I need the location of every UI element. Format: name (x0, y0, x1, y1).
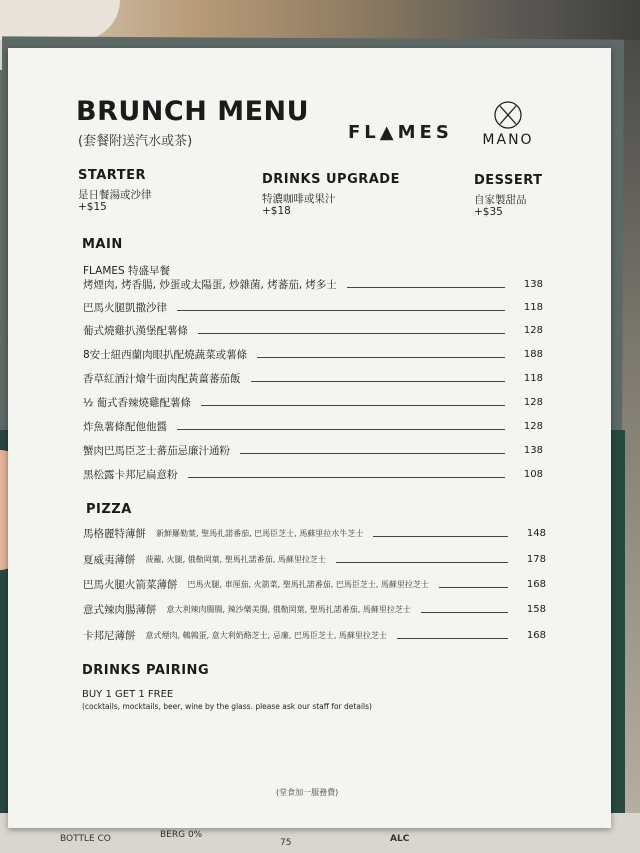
pizza-item (83, 525, 546, 541)
pizza-item-desc: 意式煙肉, 鵪鶉蛋, 意大利奶酪芝士, 忌廉, 巴馬臣芝士, 馬蘇里拉芝士 (145, 630, 387, 640)
leader-line (373, 536, 508, 537)
strip-text: 75 (280, 838, 292, 848)
main-item-name: 烤煙肉, 烤香腸, 炒蛋或太陽蛋, 炒雜菌, 烤蕃茄, 烤多士 (83, 278, 337, 291)
pizza-item (83, 601, 546, 617)
menu-subtitle: (套餐附送汽水或茶) (78, 134, 193, 149)
pizza-heading: PIZZA (86, 502, 132, 517)
leader-line (421, 612, 508, 613)
main-item-price: 128 (523, 420, 543, 432)
pizza-item-price: 168 (526, 578, 546, 590)
drinks-pairing-heading: DRINKS PAIRING (82, 663, 210, 678)
service-charge-note: (堂食加一服務費) (276, 788, 339, 797)
main-item-price: 108 (523, 468, 543, 480)
main-item-price: 138 (523, 444, 543, 456)
main-item-price: 118 (523, 372, 543, 384)
main-item-price: 188 (523, 348, 543, 360)
mano-logo (478, 100, 538, 148)
pizza-item-price: 148 (526, 527, 546, 539)
mano-x-icon (493, 100, 523, 130)
main-item (83, 418, 543, 434)
pizza-item-name: 夏威夷薄餅 (83, 553, 136, 566)
main-item-name: 香草紅酒汁燴牛面肉配黃薑蕃茄飯 (83, 372, 241, 385)
pizza-item-desc: 新鮮羅勒葉, 聖馬扎諾番茄, 巴馬臣芝士, 馬蘇里拉水牛芝士 (156, 528, 364, 538)
mano-logo-text: MANO (482, 132, 534, 148)
leader-line (240, 453, 505, 454)
main-item-price: 128 (523, 324, 543, 336)
main-item (83, 322, 543, 338)
leader-line (251, 381, 506, 382)
pizza-item-name: 馬格麗特薄餅 (83, 527, 146, 540)
pizza-item-name: 巴馬火腿火箭菜薄餅 (83, 578, 178, 591)
drinks-upgrade-heading: DRINKS UPGRADE (262, 172, 400, 187)
drinks-upgrade-price: +$18 (262, 205, 291, 217)
leader-line (397, 638, 508, 639)
dessert-line: 自家製甜品 (474, 194, 527, 206)
main-item-name: 巴馬火腿凱撒沙律 (83, 301, 167, 314)
background-menu-strip (40, 828, 600, 853)
dessert-heading: DESSERT (474, 173, 543, 188)
main-intro: FLAMES 特盛早餐 (83, 265, 171, 277)
menu-paper (8, 48, 611, 828)
main-item (83, 299, 543, 315)
pizza-item (83, 576, 546, 592)
main-item (83, 346, 543, 362)
leader-line (257, 357, 505, 358)
drinks-pairing-note: (cocktails, mocktails, beer, wine by the glass. please ask our staff for details) (82, 702, 372, 711)
main-item-name: 炸魚薯條配他他醬 (83, 420, 167, 433)
leader-line (201, 405, 505, 406)
pizza-item-desc: 巴馬火腿, 車厘茄, 火箭菜, 聖馬扎諾番茄, 巴馬臣芝士, 馬蘇里拉芝士 (187, 579, 429, 589)
starter-heading: STARTER (78, 168, 146, 183)
menu-title: BRUNCH MENU (76, 96, 310, 127)
starter-line: 是日餐湯或沙律 (78, 189, 152, 201)
strip-text: BOTTLE CO (60, 834, 111, 844)
main-heading: MAIN (82, 237, 123, 252)
leader-line (188, 477, 506, 478)
drinks-pairing-offer: BUY 1 GET 1 FREE (82, 689, 174, 700)
pizza-item-price: 158 (526, 603, 546, 615)
starter-price: +$15 (78, 201, 107, 213)
leader-line (439, 587, 508, 588)
pizza-item-desc: 菠蘿, 火腿, 俄勒岡葉, 聖馬扎諾番茄, 馬蘇里拉芝士 (145, 554, 326, 564)
main-item-name: 蟹肉巴馬臣芝士蕃茄忌廉汁通粉 (83, 444, 230, 457)
main-item-price: 118 (523, 301, 543, 313)
main-item-name: 黑松露卡邦尼扁意粉 (83, 468, 178, 481)
leader-line (198, 333, 505, 334)
main-item (83, 442, 543, 458)
main-item (83, 370, 543, 386)
pizza-item (83, 551, 546, 567)
main-item (83, 466, 543, 482)
pizza-item-price: 168 (526, 629, 546, 641)
leader-line (177, 429, 505, 430)
pizza-item (83, 627, 546, 643)
drinks-upgrade-line: 特濃咖啡或果汁 (262, 193, 336, 205)
leader-line (177, 310, 505, 311)
main-item-name: 葡式燒雞扒漢堡配薯條 (83, 324, 188, 337)
main-item (83, 276, 543, 292)
main-item (83, 394, 543, 410)
leader-line (347, 287, 505, 288)
pizza-item-name: 卡邦尼薄餅 (83, 629, 136, 642)
dessert-price: +$35 (474, 206, 503, 218)
main-item-price: 138 (523, 278, 543, 290)
main-item-name: ½ 葡式香辣燒雞配薯條 (83, 396, 192, 409)
pizza-item-desc: 意大利辣肉腸腸, 辣沙樂美腸, 俄勒岡葉, 聖馬扎諾番茄, 馬蘇里拉芝士 (166, 604, 411, 614)
strip-text: ALC (390, 834, 410, 844)
pizza-item-name: 意式辣肉腸薄餅 (83, 603, 157, 616)
pizza-item-price: 178 (526, 553, 546, 565)
main-item-name: 8安士紐西蘭肉眼扒配燒蔬菜或薯條 (83, 348, 248, 361)
strip-text: BERG 0% (160, 830, 203, 840)
flames-logo: FL▲MES (348, 122, 453, 143)
main-item-price: 128 (523, 396, 543, 408)
leader-line (336, 562, 508, 563)
